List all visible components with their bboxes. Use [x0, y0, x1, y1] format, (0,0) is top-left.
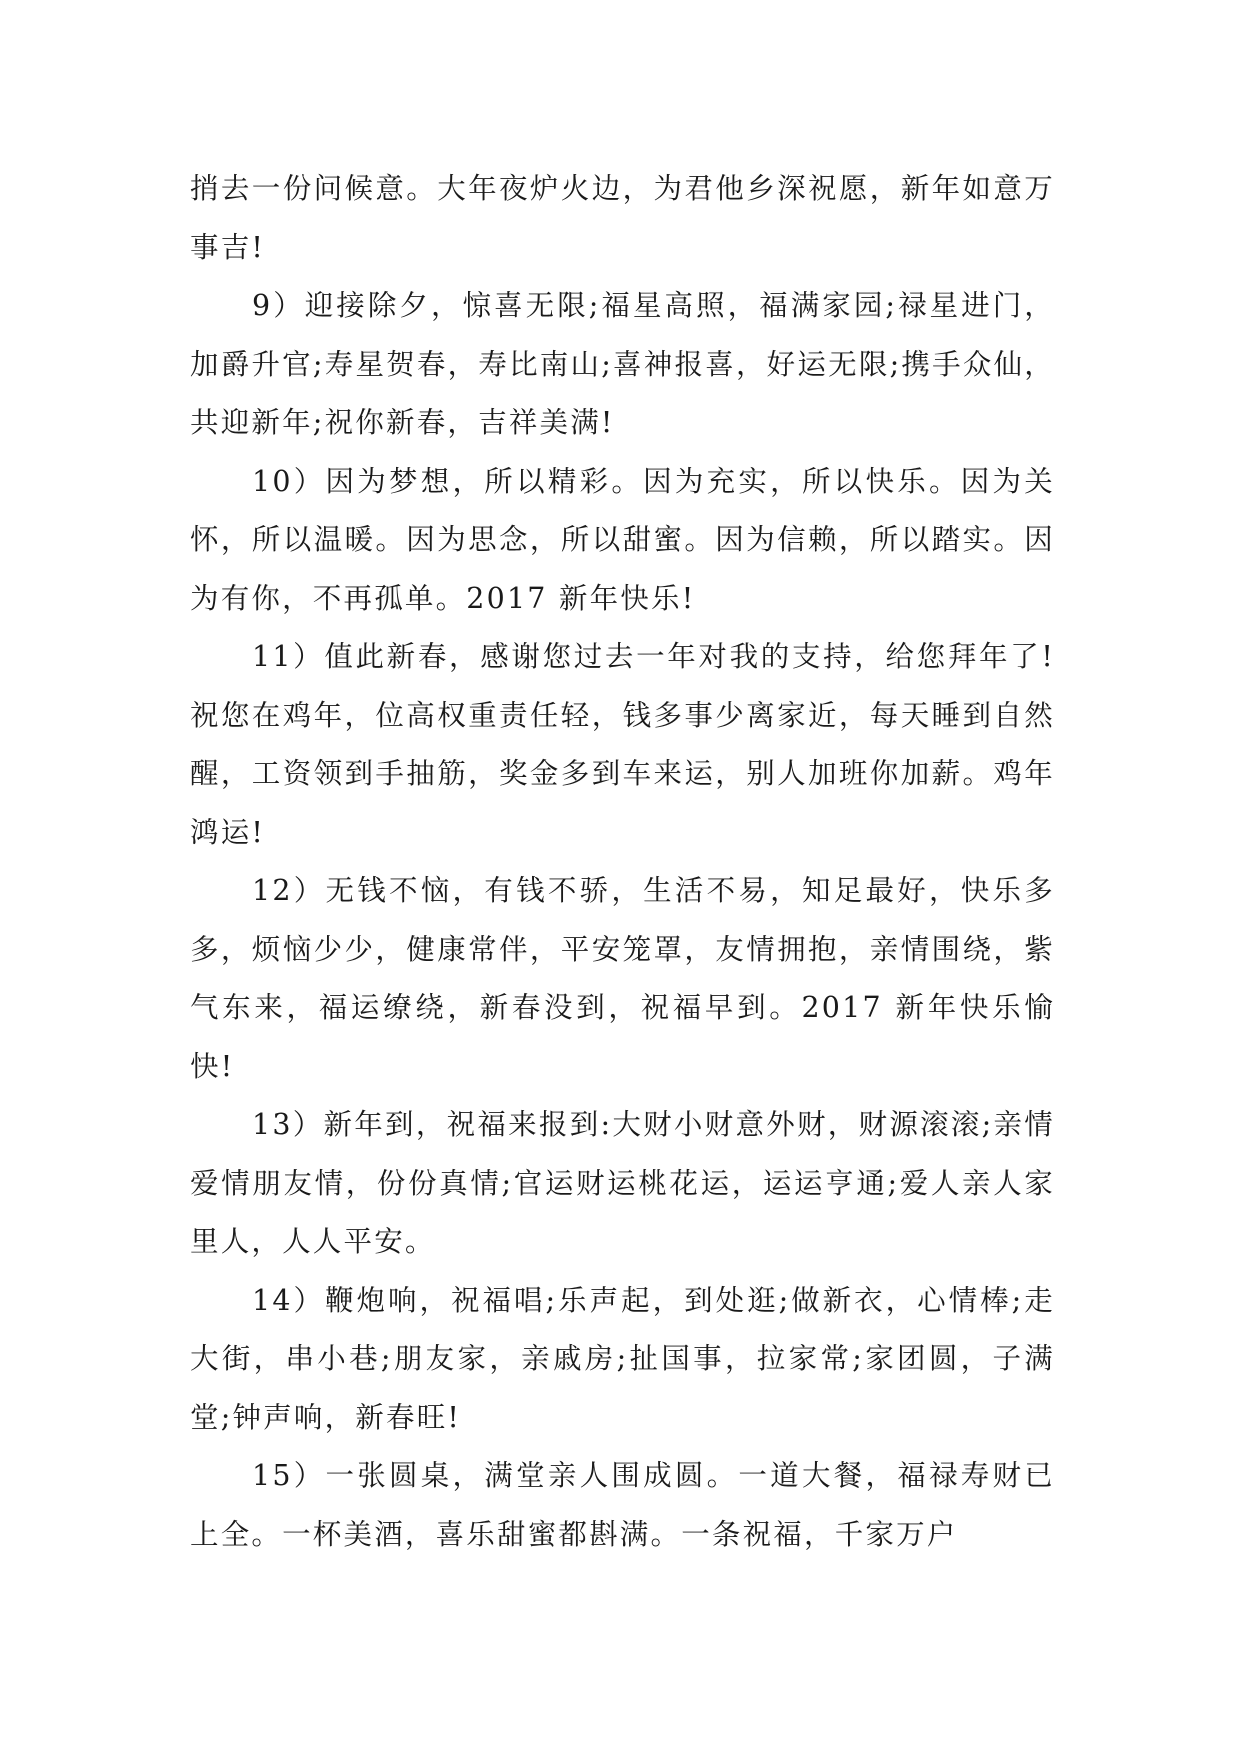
paragraph-4: 11）值此新春，感谢您过去一年对我的支持，给您拜年了!祝您在鸡年，位高权重责任轻，钱多事少离家近，每天睡到自然醒，工资领到手抽筋，奖金多到车来运，别人加班你加薪。鸡年鸿运!	[190, 640, 1055, 849]
paragraph-1: 捎去一份问候意。大年夜炉火边，为君他乡深祝愿，新年如意万事吉!	[190, 172, 1055, 264]
paragraph-2: 9）迎接除夕，惊喜无限;福星高照，福满家园;禄星进门，加爵升官;寿星贺春，寿比南山;喜神报喜，好运无限;携手众仙，共迎新年;祝你新春，吉祥美满!	[190, 289, 1055, 439]
paragraph-7: 14）鞭炮响，祝福唱;乐声起，到处逛;做新衣，心情棒;走大街，串小巷;朋友家，亲戚房;扯国事，拉家常;家团圆，子满堂;钟声响，新春旺!	[190, 1283, 1055, 1434]
paragraph-5: 12）无钱不恼，有钱不骄，生活不易，知足最好，快乐多多，烦恼少少，健康常伴，平安笼罩，友情拥抱，亲情围绕，紫气东来，福运缭绕，新春没到，祝福早到。2017 新年快乐愉快!	[190, 874, 1055, 1083]
document-body	[190, 160, 1055, 1564]
paragraph-3: 10）因为梦想，所以精彩。因为充实，所以快乐。因为关怀，所以温暖。因为思念，所以甜蜜。因为信赖，所以踏实。因为有你，不再孤单。2017 新年快乐!	[190, 464, 1055, 615]
paragraph-8: 15）一张圆桌，满堂亲人围成圆。一道大餐，福禄寿财已上全。一杯美酒，喜乐甜蜜都斟满。一条祝福，千家万户	[190, 1459, 1055, 1551]
paragraph-6: 13）新年到，祝福来报到:大财小财意外财，财源滚滚;亲情爱情朋友情，份份真情;官运财运桃花运，运运亨通;爱人亲人家里人，人人平安。	[190, 1108, 1055, 1258]
